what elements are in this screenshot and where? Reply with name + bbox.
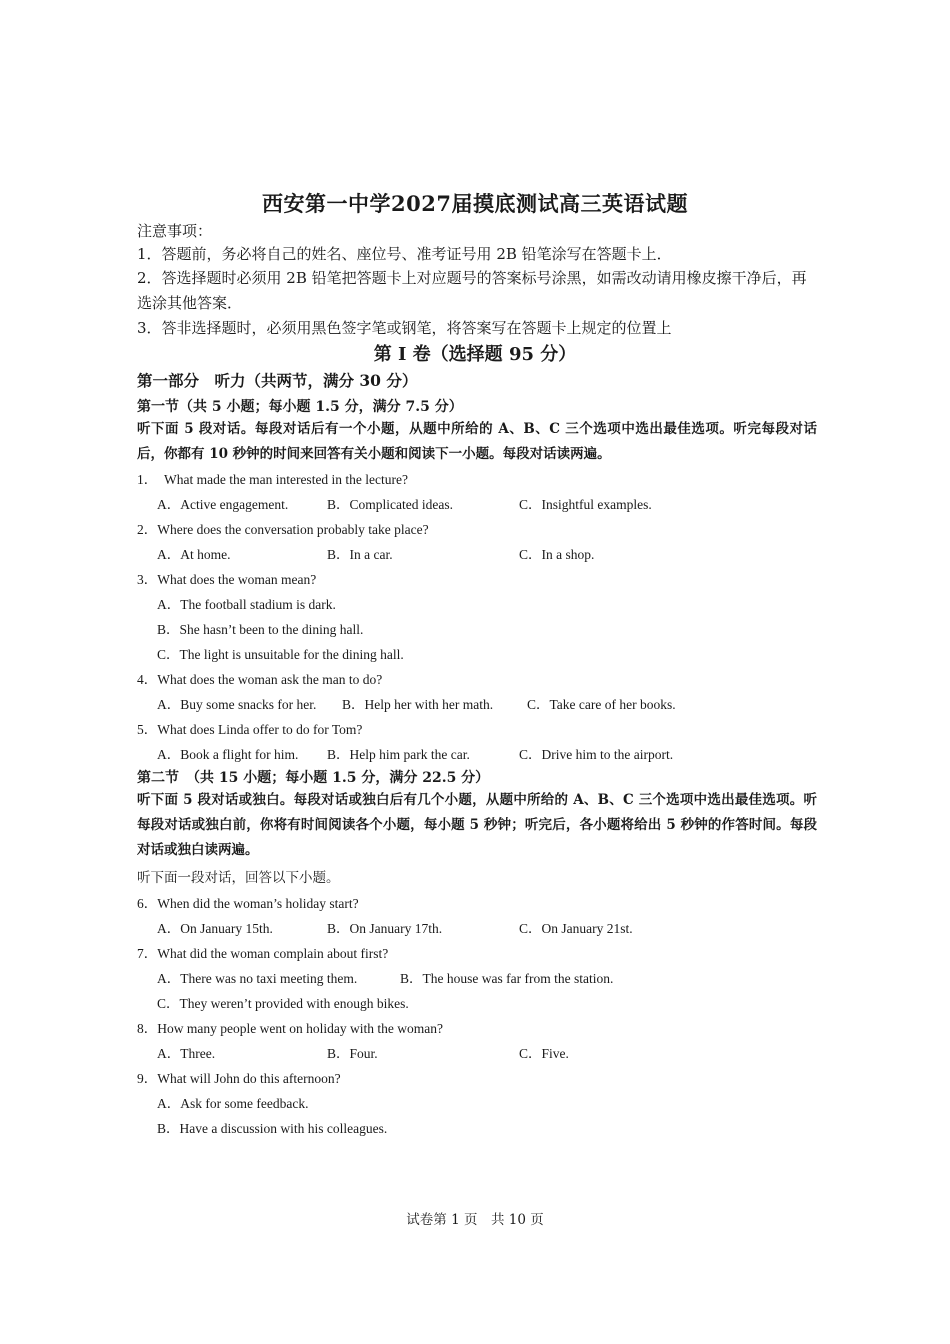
q9-option-a: A．Ask for some feedback. <box>157 1096 309 1111</box>
q6-option-b: B．On January 17th. <box>327 921 443 936</box>
question-2: 2．Where does the conversation probably take place? <box>137 522 429 537</box>
notes-heading: 注意事项： <box>137 222 213 240</box>
page-footer: 试卷第 1 页 共 10 页 <box>406 1212 544 1228</box>
q5-option-c: C．Drive him to the airport. <box>519 747 674 762</box>
q9-option-b: B．Have a discussion with his colleagues. <box>157 1121 388 1136</box>
question-1: 1． What made the man interested in the lecture? <box>137 472 409 487</box>
q3-option-b: B．She hasn’t been to the dining hall. <box>157 622 364 637</box>
q2-option-b: B．In a car. <box>327 547 393 562</box>
exam-title: 西安第一中学2027届摸底测试高三英语试题 <box>262 191 688 216</box>
q2-option-c: C．In a shop. <box>519 547 595 562</box>
q4-option-a: A．Buy some snacks for her. <box>157 697 317 712</box>
question-3: 3．What does the woman mean? <box>137 572 317 587</box>
q2-option-a: A．At home. <box>157 547 231 562</box>
q7-option-a: A．There was no taxi meeting them. <box>157 971 358 986</box>
q5-option-b: B．Help him park the car. <box>327 747 470 762</box>
question-5: 5．What does Linda offer to do for Tom? <box>137 722 363 737</box>
question-9: 9．What will John do this afternoon? <box>137 1071 341 1086</box>
listen-note: 听下面一段对话，回答以下小题。 <box>137 870 340 886</box>
q3-option-a: A．The football stadium is dark. <box>157 597 336 612</box>
q4-option-c: C．Take care of her books. <box>527 697 676 712</box>
q6-option-a: A．On January 15th. <box>157 921 273 936</box>
q8-option-a: A．Three. <box>157 1046 216 1061</box>
q5-option-a: A．Book a flight for him. <box>157 747 299 762</box>
q1-option-c: C．Insightful examples. <box>519 497 652 512</box>
q8-option-c: C．Five. <box>519 1046 569 1061</box>
question-6: 6．When did the woman’s holiday start? <box>137 896 359 911</box>
sec1-heading: 第一节（共 5 小题；每小题 1.5 分，满分 7.5 分） <box>137 399 463 415</box>
sec1-instruction: 听下面 5 段对话。每段对话后有一个小题，从题中所给的 A、B、C 三个选项中选出最佳选项。听完每段对话后，你都有 10 秒钟的时间来回答有关小题和阅读下一小题。每段对话读两遍。 <box>137 421 817 462</box>
sec2-heading: 第二节 （共 15 小题；每小题 1.5 分，满分 22.5 分） <box>137 770 490 786</box>
sec2-instruction: 听下面 5 段对话或独白。每段对话或独白后有几个小题，从题中所给的 A、B、C 三个选项中选出最佳选项。听每段对话或独白前，你将有时间阅读各个小题，每小题 5 秒钟；听完后，各小题将给出 5 秒钟的作答时间。每段对话或独白读两遍。 <box>137 792 817 858</box>
note-item: 1．答题前，务必将自己的姓名、座位号、准考证号用 2B 铅笔涂写在答题卡上． <box>137 245 672 263</box>
q8-option-b: B．Four. <box>327 1046 378 1061</box>
section-title: 第 I 卷（选择题 95 分） <box>373 344 577 365</box>
part1-heading: 第一部分 听力（共两节，满分 30 分） <box>137 371 418 390</box>
q1-option-b: B．Complicated ideas. <box>327 497 453 512</box>
q1-option-a: A．Active engagement. <box>157 497 289 512</box>
note-item: 2．答选择题时必须用 2B 铅笔把答题卡上对应题号的答案标号涂黑，如需改动请用橡皮擦干净后，再选涂其他答案． <box>137 269 807 312</box>
q4-option-b: B．Help her with her math. <box>342 697 494 712</box>
note-item: 3．答非选择题时，必须用黑色签字笔或钢笔，将答案写在答题卡上规定的位置上 <box>137 319 672 337</box>
q6-option-c: C．On January 21st. <box>519 921 633 936</box>
q3-option-c: C．The light is unsuitable for the dining hall. <box>157 647 404 662</box>
question-4: 4．What does the woman ask the man to do? <box>137 672 383 687</box>
question-8: 8．How many people went on holiday with the woman? <box>137 1021 443 1036</box>
q7-option-c: C．They weren’t provided with enough bikes. <box>157 996 409 1011</box>
q7-option-b: B．The house was far from the station. <box>400 971 614 986</box>
question-7: 7．What did the woman complain about first? <box>137 946 389 961</box>
